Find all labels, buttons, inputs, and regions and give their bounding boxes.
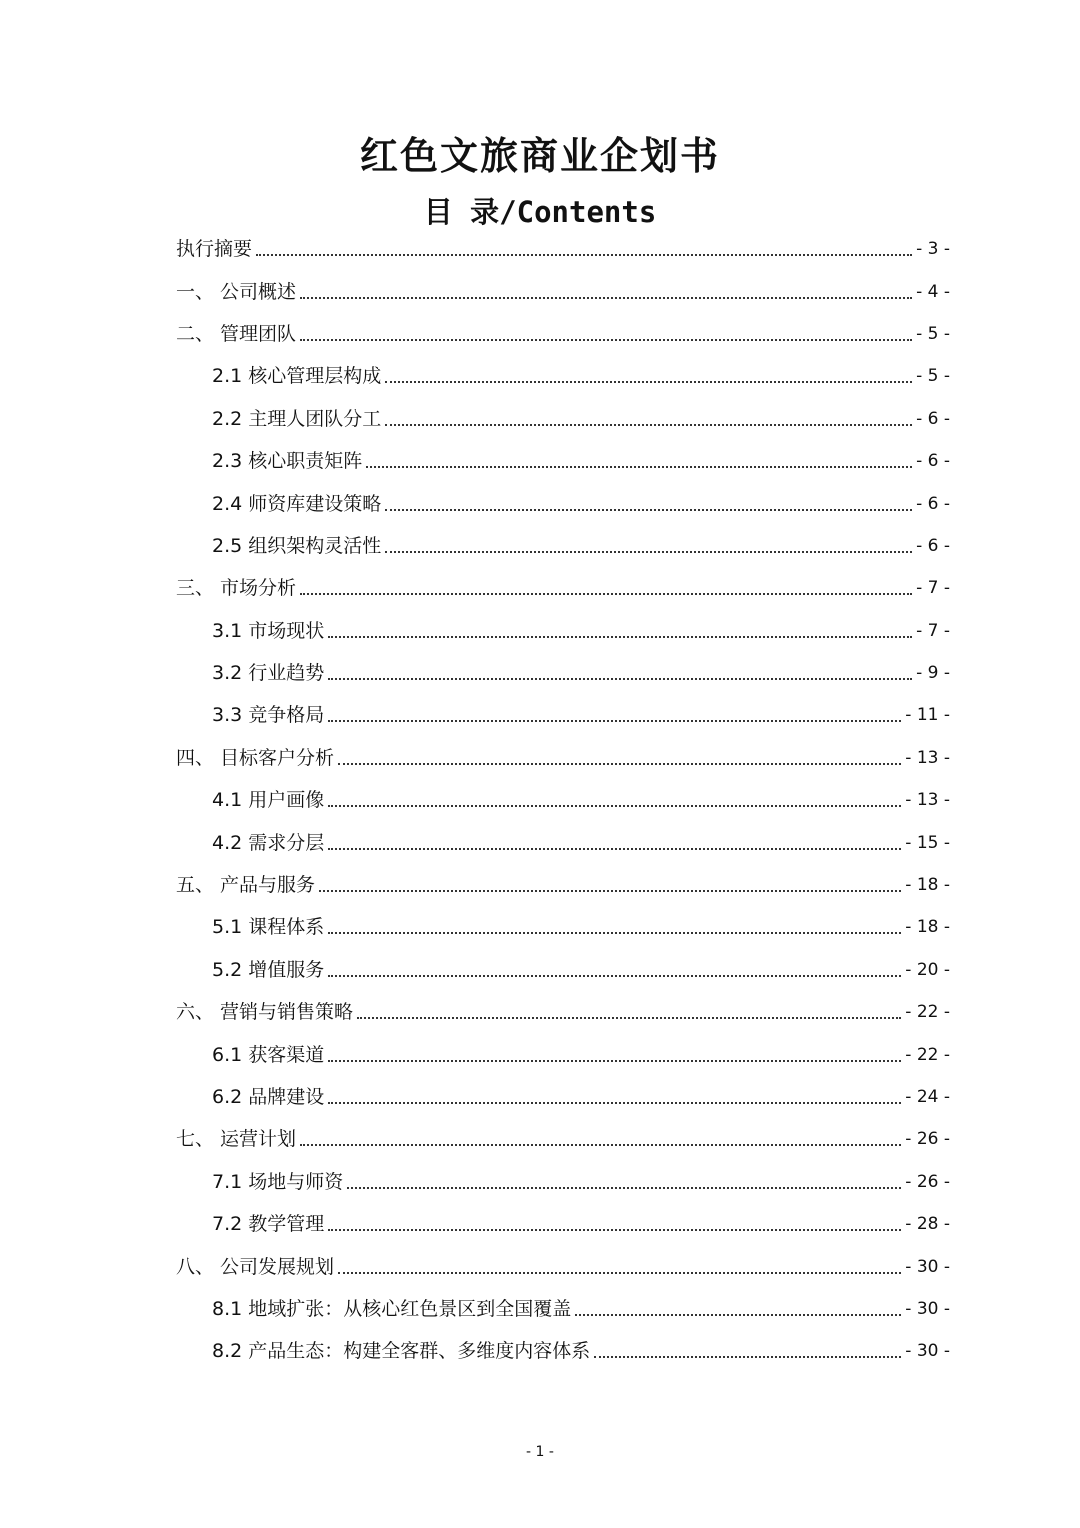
toc-dot-leader [338,1272,901,1274]
toc-entry[interactable] [176,1033,950,1075]
toc-entry-label: 3.2 行业趋势 [212,662,325,685]
toc-dot-leader [256,254,912,256]
toc-dot-leader [328,975,901,977]
toc-dot-leader [319,890,901,892]
toc-dot-leader [328,1229,901,1231]
toc-dot-leader [385,551,912,553]
toc-entry-page: - 28 - [905,1214,950,1235]
toc-entry-label: 一、 公司概述 [176,280,297,303]
toc-dot-leader [357,1017,901,1019]
toc-entry[interactable] [176,737,950,779]
toc-entry-label: 4.2 需求分层 [212,831,325,854]
toc-entry[interactable] [176,313,950,355]
toc-entry-label: 6.2 品牌建设 [212,1086,325,1108]
toc-entry-page: - 15 - [905,832,950,853]
toc-entry-page: - 24 - [905,1087,950,1107]
toc-entry-page: - 7 - [916,620,950,641]
toc-entry-label: 2.2 主理人团队分工 [212,407,382,430]
toc-entry-page: - 6 - [916,451,950,472]
toc-dot-leader [300,1144,901,1146]
toc-entry[interactable] [176,1161,950,1203]
toc-entry[interactable] [176,567,950,609]
toc-entry-label: 8.2 产品生态：构建全客群、多维度内容体系 [212,1340,591,1363]
toc-entry-label: 八、 公司发展规划 [176,1255,335,1278]
toc-entry-page: - 6 - [916,493,950,514]
toc-entry[interactable] [176,991,950,1033]
toc-entry[interactable] [176,228,950,270]
toc-dot-leader [385,509,912,511]
toc-dot-leader [328,720,901,722]
toc-dot-leader [338,763,901,765]
toc-entry-page: - 6 - [916,408,950,429]
toc-entry-label: 2.5 组织架构灵活性 [212,534,382,557]
toc-entry-page: - 11 - [905,705,950,726]
toc-entry-label: 5.2 增值服务 [212,958,325,981]
toc-entry-page: - 26 - [905,1129,950,1150]
toc-entry-label: 8.1 地域扩张：从核心红色景区到全国覆盖 [212,1297,572,1320]
toc-entry-label: 3.3 竞争格局 [212,704,325,727]
toc-entry-page: - 9 - [916,663,950,684]
toc-entry-page: - 7 - [916,578,950,599]
toc-entry-page: - 18 - [905,917,950,938]
page-number: - 1 - [526,1444,554,1460]
toc-dot-leader [575,1314,901,1316]
toc-entry-label: 6.1 获客渠道 [212,1043,325,1066]
toc-entry-page: - 30 - [905,1341,950,1362]
toc-entry[interactable] [176,1076,950,1118]
toc-entry[interactable] [176,1203,950,1245]
toc-entry[interactable] [176,864,950,906]
toc-entry[interactable] [176,482,950,524]
toc-dot-leader [385,381,912,383]
toc-entry[interactable] [176,525,950,567]
toc-entry-page: - 18 - [905,875,950,896]
toc-heading: 目 录/Contents [423,195,657,229]
toc-entry[interactable] [176,949,950,991]
toc-entry-label: 2.4 师资库建设策略 [212,492,382,515]
toc-entry-label: 三、 市场分析 [176,577,297,600]
toc-entry-label: 2.1 核心管理层构成 [212,365,382,388]
table-of-contents [176,228,950,1373]
toc-entry-page: - 13 - [905,790,950,811]
toc-entry-page: - 30 - [905,1298,950,1319]
toc-entry-page: - 13 - [905,747,950,768]
toc-entry-page: - 6 - [916,535,950,556]
toc-dot-leader [347,1187,901,1189]
toc-dot-leader [366,466,912,468]
toc-entry-label: 2.3 核心职责矩阵 [212,450,363,473]
toc-entry[interactable] [176,779,950,821]
toc-entry-page: - 26 - [905,1171,950,1192]
toc-dot-leader [594,1356,901,1358]
toc-dot-leader [328,1102,901,1104]
toc-entry[interactable] [176,440,950,482]
toc-dot-leader [385,424,912,426]
toc-entry-label: 六、 营销与销售策略 [176,1001,354,1024]
toc-entry[interactable] [176,398,950,440]
toc-entry-label: 7.1 场地与师资 [212,1170,344,1193]
document-title: 红色文旅商业企划书 [359,134,720,178]
toc-entry[interactable] [176,355,950,397]
toc-entry-page: - 5 - [916,366,950,387]
toc-entry-page: - 3 - [916,239,950,260]
toc-dot-leader [300,339,912,341]
toc-entry-page: - 5 - [916,323,950,344]
toc-entry[interactable] [176,694,950,736]
toc-entry-page: - 22 - [905,1002,950,1023]
toc-entry-label: 4.1 用户画像 [212,789,325,812]
toc-dot-leader [300,297,912,299]
toc-dot-leader [328,805,901,807]
toc-entry-page: - 4 - [916,281,950,302]
toc-entry-label: 3.1 市场现状 [212,619,325,642]
toc-dot-leader [328,848,901,850]
toc-dot-leader [328,932,901,934]
toc-entry-label: 七、 运营计划 [176,1128,297,1151]
toc-entry[interactable] [176,1330,950,1372]
toc-entry-label: 7.2 教学管理 [212,1213,325,1236]
toc-entry-label: 四、 目标客户分析 [176,746,335,769]
toc-entry[interactable] [176,821,950,863]
toc-entry[interactable] [176,1288,950,1330]
toc-entry[interactable] [176,1245,950,1287]
toc-dot-leader [300,593,912,595]
toc-entry-label: 执行摘要 [176,238,253,261]
toc-dot-leader [328,636,912,638]
toc-entry-page: - 20 - [905,959,950,980]
toc-entry-label: 五、 产品与服务 [176,874,316,897]
toc-dot-leader [328,678,912,680]
toc-entry[interactable] [176,652,950,694]
toc-entry-label: 5.1 课程体系 [212,916,325,939]
toc-entry-page: - 22 - [905,1044,950,1065]
toc-entry-page: - 30 - [905,1256,950,1277]
toc-entry[interactable] [176,270,950,312]
toc-dot-leader [328,1060,901,1062]
toc-entry[interactable] [176,610,950,652]
toc-entry-label: 二、 管理团队 [176,322,297,345]
toc-entry[interactable] [176,906,950,948]
toc-entry[interactable] [176,1118,950,1160]
